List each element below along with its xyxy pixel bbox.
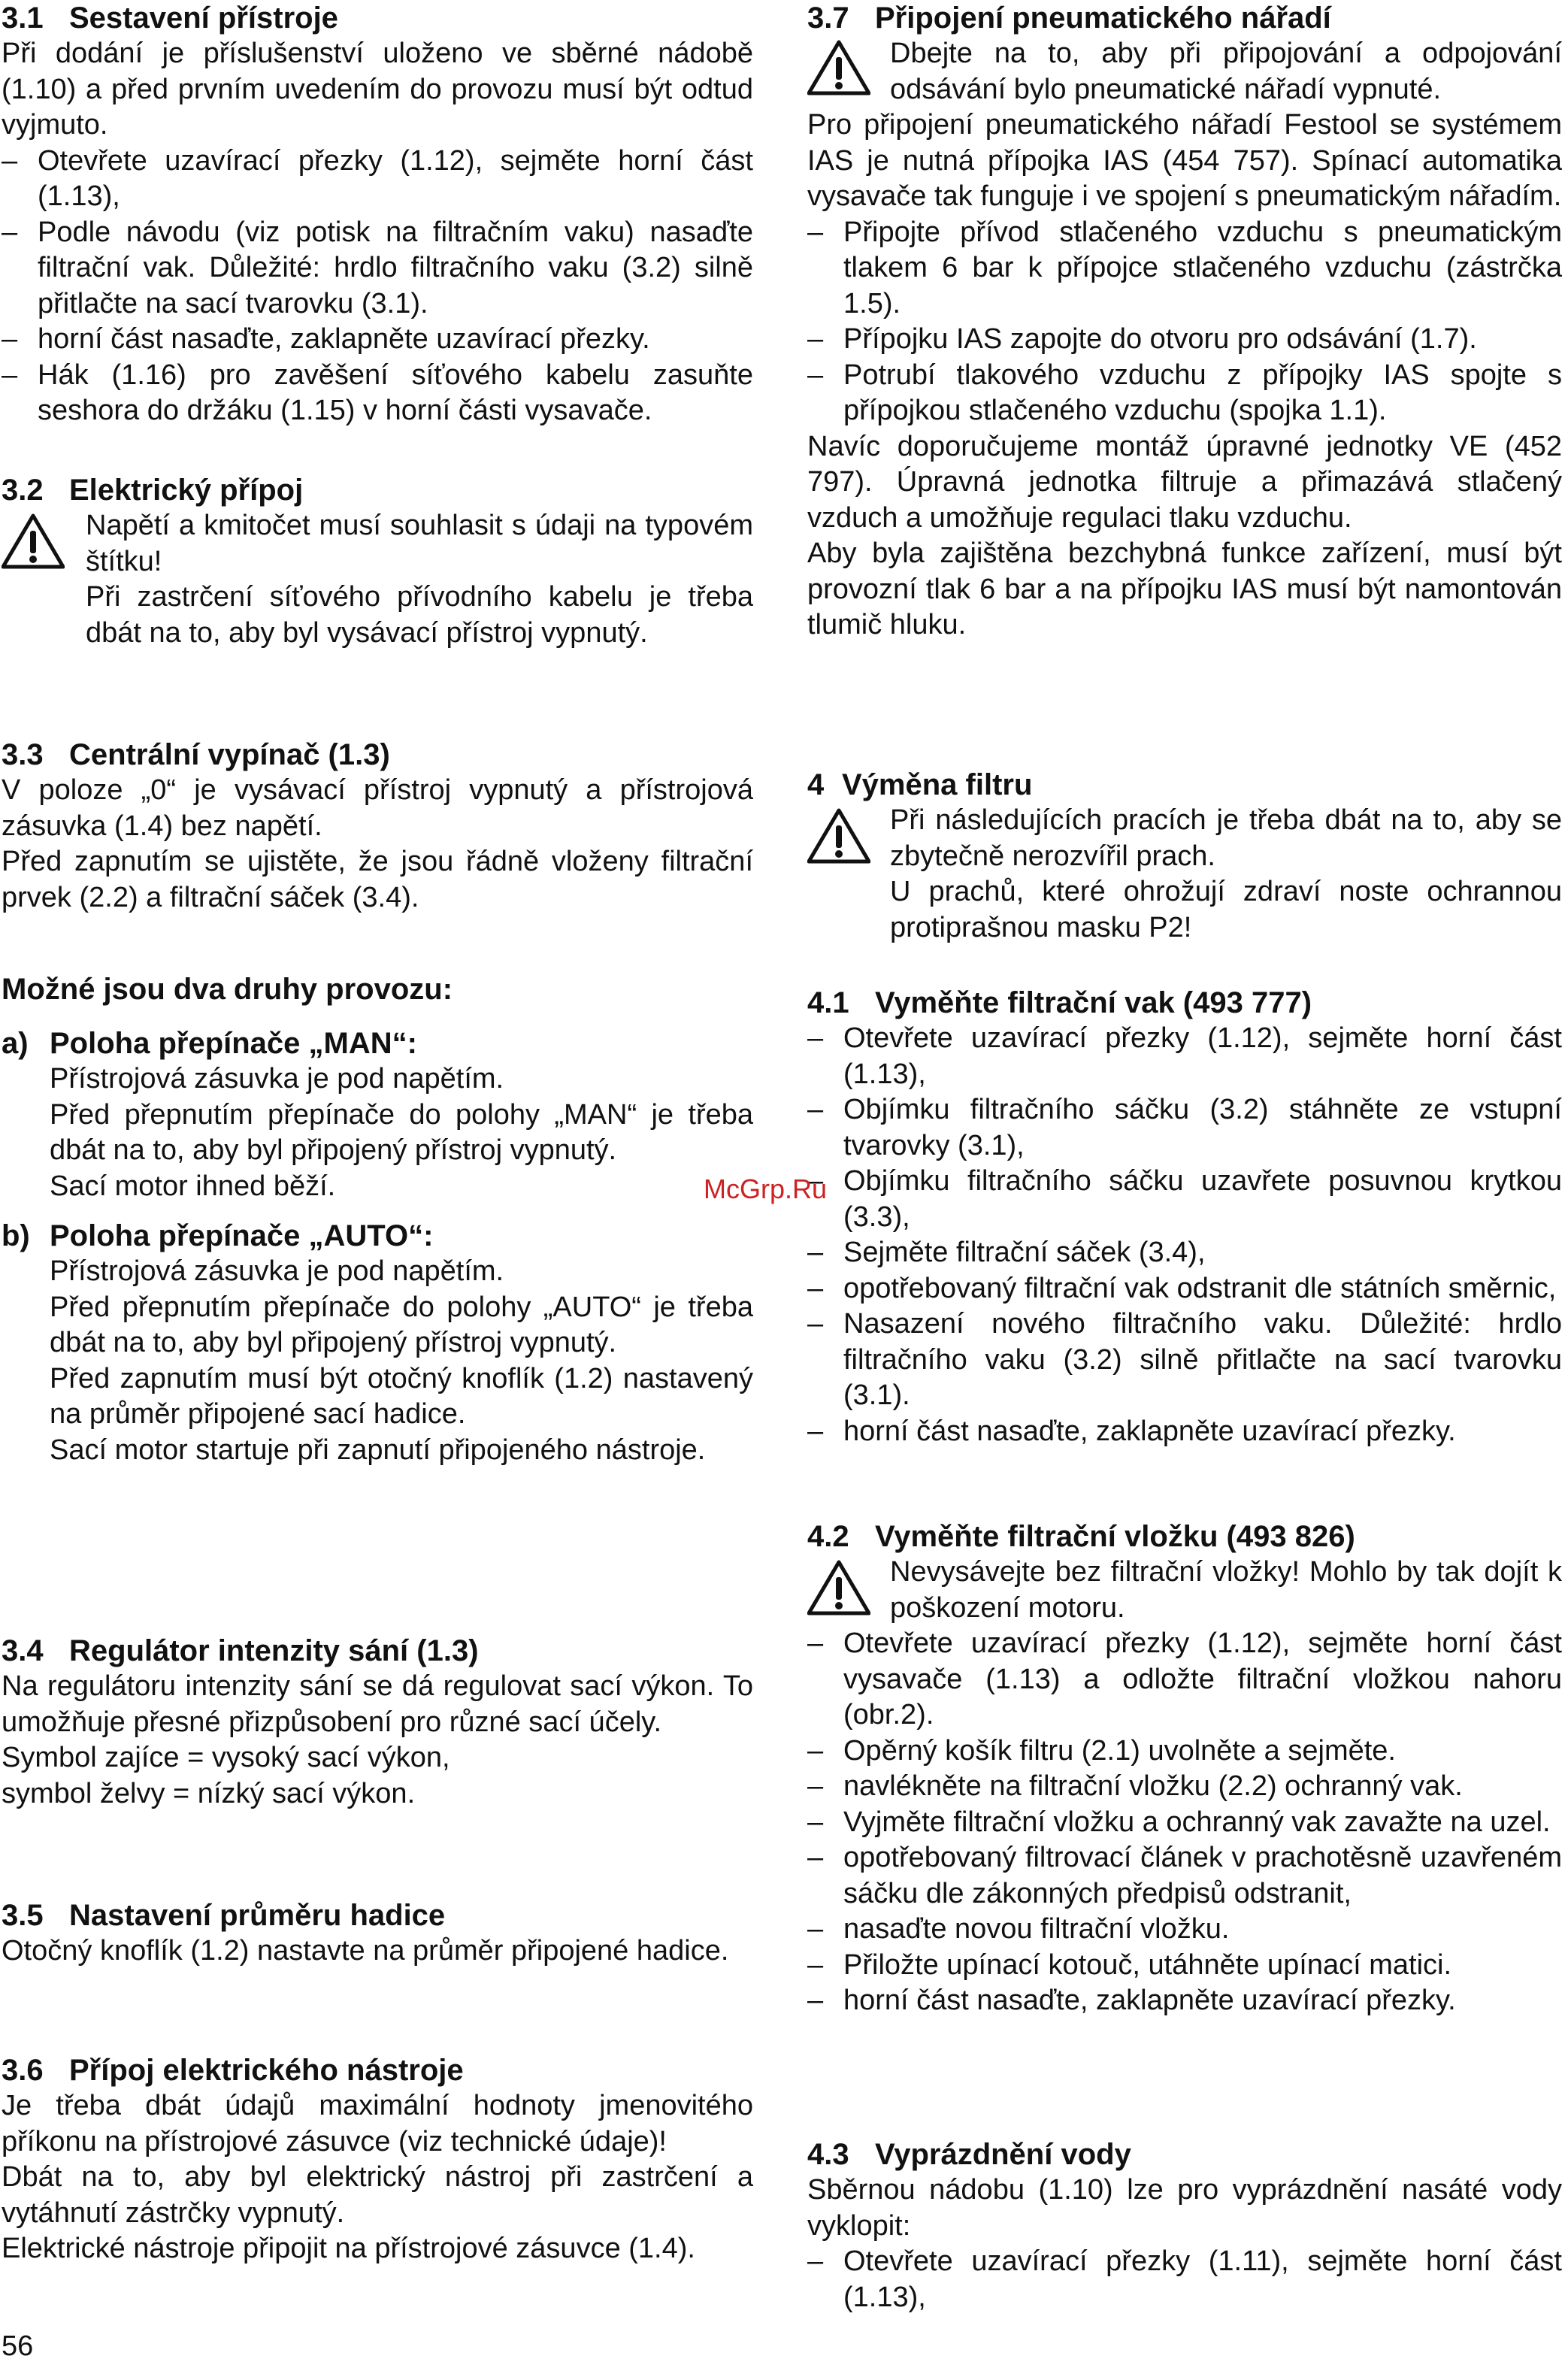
list-item: – opotřebovaný filtrační vak odstranit dle státních směrnic, bbox=[807, 1271, 1562, 1307]
warning-block bbox=[807, 1555, 1562, 1626]
warning-text: U prachů, které ohrožují zdraví noste ochrannou protiprašnou masku P2! bbox=[890, 876, 1562, 943]
paragraph: Před zapnutím musí být otočný knoflík (1.2) nastavený na průměr připojené sací hadice. bbox=[50, 1362, 753, 1430]
warning-text: Dbejte na to, aby při připojování a odpojování odsávání bylo pneumatické nářadí vypnuté. bbox=[890, 38, 1562, 105]
section-heading: 3.7 Připojení pneumatického nářadí bbox=[807, 2, 1331, 35]
page-number: 56 bbox=[2, 2330, 34, 2362]
section-heading: 4.1 Vyměňte filtrační vak (493 777) bbox=[807, 986, 1312, 1019]
step-list bbox=[807, 2244, 1562, 2315]
paragraph: Sací motor startuje při zapnutí připojeného nástroje. bbox=[50, 1434, 706, 1466]
section-heading: 4.2 Vyměňte filtrační vložku (493 826) bbox=[807, 1520, 1355, 1553]
paragraph: Je třeba dbát údajů maximální hodnoty jmenovitého příkonu na přístrojové zásuvce (viz technické údaje)! bbox=[2, 2090, 753, 2157]
section-3-2 bbox=[2, 472, 753, 651]
paragraph: symbol želvy = nízký sací výkon. bbox=[2, 1777, 416, 1809]
list-item: – horní část nasaďte, zaklapněte uzavírací přezky. bbox=[2, 322, 753, 358]
paragraph: Přístrojová zásuvka je pod napětím. bbox=[50, 1063, 504, 1095]
warning-block bbox=[807, 36, 1562, 107]
list-item: – Vyjměte filtrační vložku a ochranný vak zavažte na uzel. bbox=[807, 1805, 1562, 1841]
section-heading: 3.6 Přípoj elektrického nástroje bbox=[2, 2054, 464, 2087]
mode-b-title: b) Poloha přepínače „AUTO“: bbox=[2, 1219, 434, 1252]
paragraph: Před zapnutím se ujistěte, že jsou řádně vloženy filtrační prvek (2.2) a filtrační sáček (3.4). bbox=[2, 846, 753, 913]
section-heading: 3.1 Sestavení přístroje bbox=[2, 2, 338, 35]
list-item: – Otevřete uzavírací přezky (1.12), sejměte horní část (1.13), bbox=[807, 1021, 1562, 1092]
list-item: – horní část nasaďte, zaklapněte uzavírací přezky. bbox=[807, 1983, 1562, 2019]
paragraph: V poloze „0“ je vysávací přístroj vypnutý a přístrojová zásuvka (1.4) bez napětí. bbox=[2, 774, 753, 842]
warning-icon bbox=[807, 807, 870, 865]
warning-icon bbox=[807, 39, 870, 96]
step-list bbox=[2, 144, 753, 429]
list-item: – Přípojku IAS zapojte do otvoru pro odsávání (1.7). bbox=[807, 322, 1562, 358]
section-4-3 bbox=[807, 2136, 1562, 2315]
section-4 bbox=[807, 767, 1562, 946]
list-item: – Potrubí tlakového vzduchu z přípojky IAS spojte s přípojkou stlačeného vzduchu (spojka 1.1). bbox=[807, 358, 1562, 429]
step-list bbox=[807, 1626, 1562, 2019]
mode-a bbox=[2, 1025, 753, 1204]
section-3-4 bbox=[2, 1633, 753, 1812]
modes-heading: Možné jsou dva druhy provozu: bbox=[2, 973, 453, 1006]
section-heading: 3.2 Elektrický přípoj bbox=[2, 474, 304, 507]
paragraph: Pro připojení pneumatického nářadí Festool se systémem IAS je nutná přípojka IAS (454 757). Spínací automatika vysavače tak funguje i ve spojení s pneumatickým nářadím. bbox=[807, 109, 1562, 212]
section-4-2 bbox=[807, 1519, 1562, 2019]
list-item: – Otevřete uzavírací přezky (1.12), sejměte horní část (1.13), bbox=[2, 144, 753, 215]
step-list bbox=[807, 1021, 1562, 1449]
section-heading: 4.3 Vyprázdnění vody bbox=[807, 2138, 1131, 2171]
warning-block bbox=[807, 803, 1562, 946]
paragraph: Sací motor ihned běží. bbox=[50, 1170, 336, 1202]
operating-modes bbox=[2, 971, 753, 1468]
section-3-1 bbox=[2, 0, 753, 429]
warning-text: Při následujících pracích je třeba dbát na to, aby se zbytečně nerozvířil prach. bbox=[890, 804, 1562, 872]
list-item: – navlékněte na filtrační vložku (2.2) ochranný vak. bbox=[807, 1769, 1562, 1805]
step-list bbox=[807, 215, 1562, 429]
warning-icon bbox=[807, 1559, 870, 1616]
warning-text: Nevysávejte bez filtrační vložky! Mohlo by tak dojít k poškození motoru. bbox=[890, 1556, 1562, 1624]
list-item: – Podle návodu (viz potisk na filtračním vaku) nasaďte filtrační vak. Důležité: hrdlo filtračního vaku (3.2) silně přitlačte na sací tvarovku (3.1). bbox=[2, 215, 753, 322]
paragraph: Elektrické nástroje připojit na přístrojové zásuvce (1.4). bbox=[2, 2233, 695, 2264]
warning-icon bbox=[2, 513, 65, 570]
paragraph: Sběrnou nádobu (1.10) lze pro vyprázdnění nasáté vody vyklopit: bbox=[807, 2174, 1562, 2242]
paragraph: Navíc doporučujeme montáž úpravné jednotky VE (452 797). Úpravná jednotka filtruje a přimazává stlačený vzduch a umožňuje regulaci tlaku vzduchu. bbox=[807, 430, 1562, 534]
paragraph: Před přepnutím přepínače do polohy „AUTO“ je třeba dbát na to, aby byl připojený přístroj vypnutý. bbox=[50, 1291, 753, 1358]
section-3-5 bbox=[2, 1897, 753, 1970]
list-item: – Nasazení nového filtračního vaku. Důležité: hrdlo filtračního vaku (3.2) silně přitlačte na sací tvarovku (3.1). bbox=[807, 1307, 1562, 1414]
list-item: – Objímku filtračního sáčku uzavřete posuvnou krytkou (3.3), bbox=[807, 1164, 1562, 1235]
paragraph: Při dodání je příslušenství uloženo ve sběrné nádobě (1.10) a před prvním uvedením do provozu musí být odtud vyjmuto. bbox=[2, 38, 753, 141]
mode-b bbox=[2, 1218, 753, 1468]
list-item: – Přiložte upínací kotouč, utáhněte upínací matici. bbox=[807, 1948, 1562, 1984]
list-item: – opotřebovaný filtrovací článek v prachotěsně uzavřeném sáčku dle zákonných předpisů odstranit, bbox=[807, 1840, 1562, 1912]
section-3-7 bbox=[807, 0, 1562, 643]
section-heading: 4 Výměna filtru bbox=[807, 768, 1033, 801]
section-heading: 3.4 Regulátor intenzity sání (1.3) bbox=[2, 1634, 479, 1667]
section-3-6 bbox=[2, 2052, 753, 2267]
list-item: – horní část nasaďte, zaklapněte uzavírací přezky. bbox=[807, 1414, 1562, 1450]
paragraph: Symbol zajíce = vysoký sací výkon, bbox=[2, 1742, 450, 1773]
paragraph: Na regulátoru intenzity sání se dá regulovat sací výkon. To umožňuje přesné přizpůsobení pro různé sací účely. bbox=[2, 1670, 753, 1738]
list-item: – Připojte přívod stlačeného vzduchu s pneumatickým tlakem 6 bar k přípojce stlačeného vzduchu (zástrčka 1.5). bbox=[807, 215, 1562, 322]
section-3-3 bbox=[2, 737, 753, 916]
list-item: – Hák (1.16) pro zavěšení síťového kabelu zasuňte seshora do držáku (1.15) v horní části vysavače. bbox=[2, 358, 753, 429]
list-item: – Otevřete uzavírací přezky (1.11), sejměte horní část (1.13), bbox=[807, 2244, 1562, 2315]
list-item: – Opěrný košík filtru (2.1) uvolněte a sejměte. bbox=[807, 1734, 1562, 1770]
list-item: – Otevřete uzavírací přezky (1.12), sejměte horní část vysavače (1.13) a odložte filtrační vložkou nahoru (obr.2). bbox=[807, 1626, 1562, 1734]
warning-block bbox=[2, 508, 753, 651]
section-heading: 3.3 Centrální vypínač (1.3) bbox=[2, 738, 390, 771]
watermark: McGrp.Ru bbox=[704, 1173, 828, 1204]
mode-a-title: a) Poloha přepínače „MAN“: bbox=[2, 1027, 417, 1060]
section-4-1 bbox=[807, 985, 1562, 1449]
paragraph: Před přepnutím přepínače do polohy „MAN“ je třeba dbát na to, aby byl připojený přístroj vypnutý. bbox=[50, 1098, 753, 1166]
paragraph: Dbát na to, aby byl elektrický nástroj při zastrčení a vytáhnutí zástrčky vypnutý. bbox=[2, 2161, 753, 2229]
list-item: – Objímku filtračního sáčku (3.2) stáhněte ze vstupní tvarovky (3.1), bbox=[807, 1092, 1562, 1164]
warning-text: Při zastrčení síťového přívodního kabelu je třeba dbát na to, aby byl vysávací přístroj vypnutý. bbox=[86, 581, 753, 649]
paragraph: Aby byla zajištěna bezchybná funkce zařízení, musí být provozní tlak 6 bar a na přípojku IAS musí být namontován tlumič hluku. bbox=[807, 537, 1562, 640]
list-item: – nasaďte novou filtrační vložku. bbox=[807, 1912, 1562, 1948]
section-heading: 3.5 Nastavení průměru hadice bbox=[2, 1899, 446, 1932]
list-item: – Sejměte filtrační sáček (3.4), bbox=[807, 1235, 1562, 1271]
paragraph: Přístrojová zásuvka je pod napětím. bbox=[50, 1255, 504, 1287]
paragraph: Otočný knoflík (1.2) nastavte na průměr připojené hadice. bbox=[2, 1935, 729, 1967]
warning-text: Napětí a kmitočet musí souhlasit s údaji na typovém štítku! bbox=[86, 510, 753, 577]
